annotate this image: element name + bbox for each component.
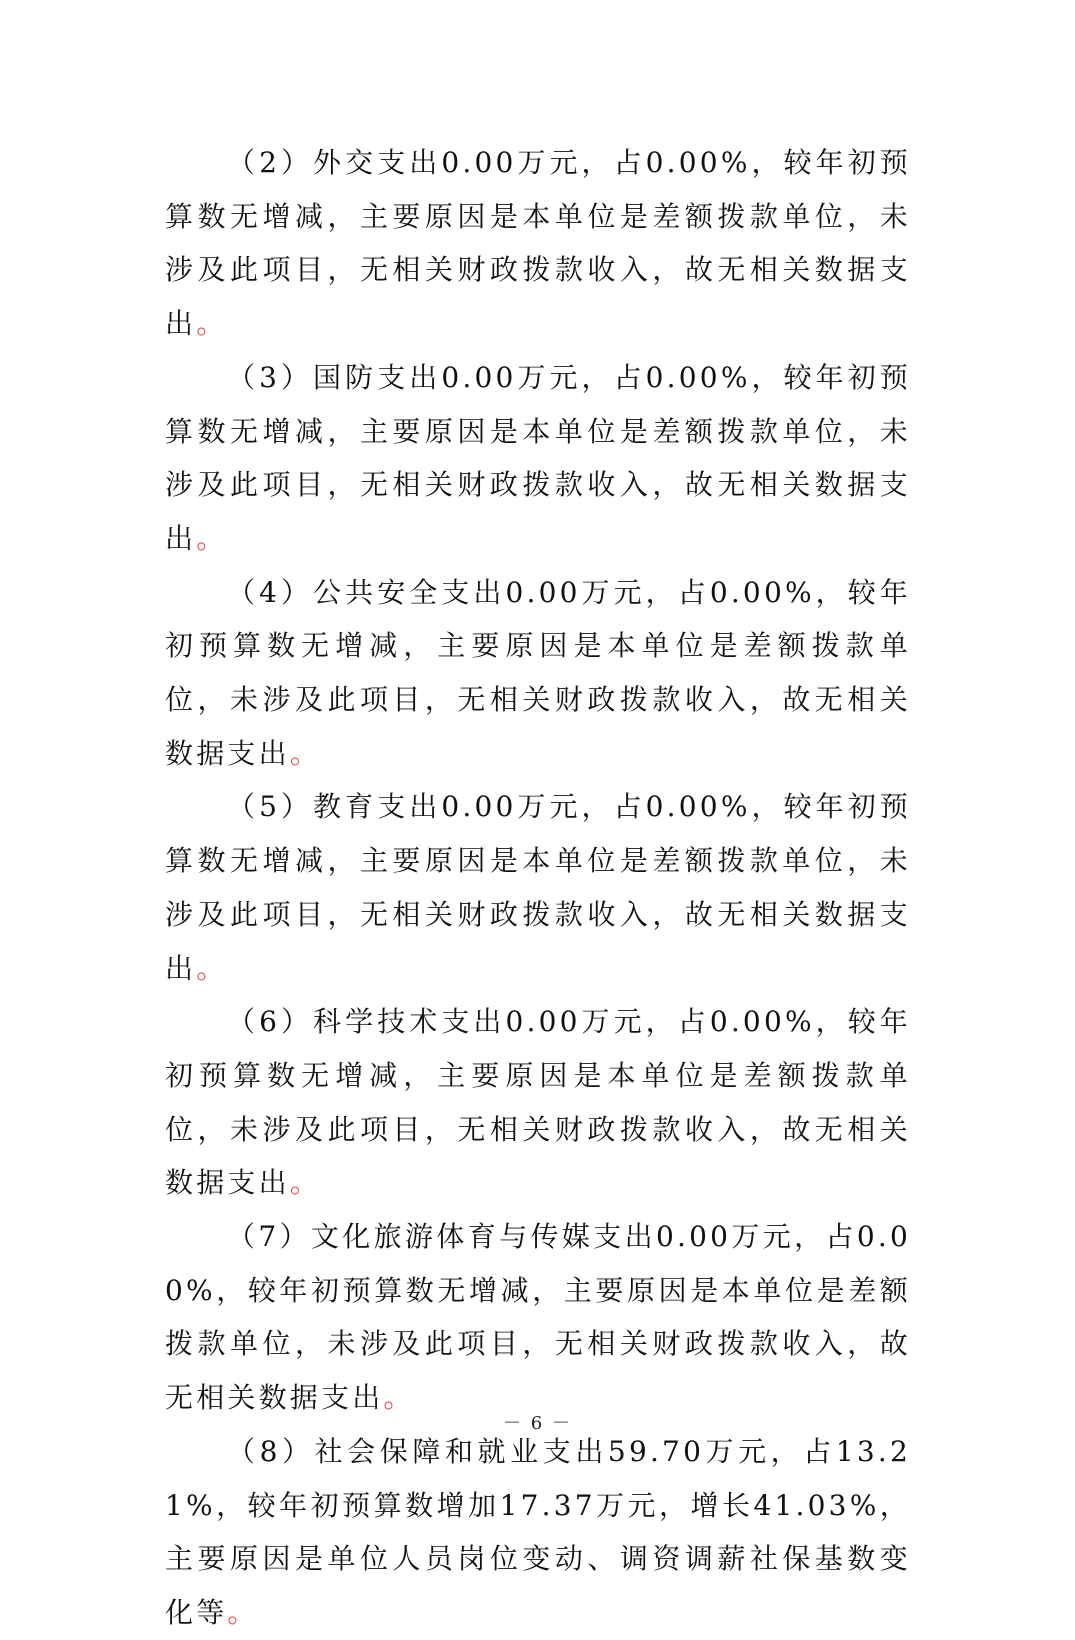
paragraph-end-mark: 。 — [196, 307, 228, 341]
page-number: － 6 － — [503, 1413, 572, 1434]
paragraph-text: （5）教育支出0.00万元，占0.00%，较年初预算数无增减，主要原因是本单位是差额拨款单位，未涉及此项目，无相关财政拨款收入，故无相关数据支出 — [165, 790, 911, 985]
paragraph-text: （4）公共安全支出0.00万元，占0.00%，较年初预算数无增减，主要原因是本单位是差额拨款单位，未涉及此项目，无相关财政拨款收入，故无相关数据支出 — [165, 575, 911, 770]
paragraph-text: （8）社会保障和就业支出59.70万元，占13.21%，较年初预算数增加17.37万元，增长41.03%，主要原因是单位人员岗位变动、调资调薪社保基数变化等 — [165, 1434, 911, 1629]
paragraph-text: （6）科学技术支出0.00万元，占0.00%，较年初预算数无增减，主要原因是本单位是差额拨款单位，未涉及此项目，无相关财政拨款收入，故无相关数据支出 — [165, 1005, 911, 1200]
paragraph-end-mark: 。 — [196, 951, 228, 985]
paragraph-end-mark: 。 — [289, 1166, 322, 1200]
paragraph-text: （2）外交支出0.00万元，占0.00%，较年初预算数无增减，主要原因是本单位是差额拨款单位，未涉及此项目，无相关财政拨款收入，故无相关数据支出 — [165, 146, 911, 341]
paragraph-end-mark: 。 — [383, 1381, 415, 1415]
paragraph-defense-expenditure — [165, 351, 911, 566]
paragraph-science-technology-expenditure — [165, 995, 911, 1210]
paragraph-text: （7）文化旅游体育与传媒支出0.00万元，占0.00%，较年初预算数无增减，主要原因是本单位是差额拨款单位，未涉及此项目，无相关财政拨款收入，故无相关数据支出 — [165, 1220, 911, 1415]
paragraph-end-mark: 。 — [289, 736, 322, 770]
paragraph-social-security-employment-expenditure — [165, 1425, 911, 1640]
paragraph-public-security-expenditure — [165, 566, 911, 781]
paragraph-end-mark: 。 — [227, 1595, 259, 1629]
paragraph-education-expenditure — [165, 780, 911, 995]
paragraph-diplomacy-expenditure — [165, 136, 911, 351]
paragraph-text: （3）国防支出0.00万元，占0.00%，较年初预算数无增减，主要原因是本单位是差额拨款单位，未涉及此项目，无相关财政拨款收入，故无相关数据支出 — [165, 360, 911, 555]
paragraph-end-mark: 。 — [196, 521, 228, 555]
paragraph-culture-tourism-sports-media-expenditure — [165, 1210, 911, 1425]
